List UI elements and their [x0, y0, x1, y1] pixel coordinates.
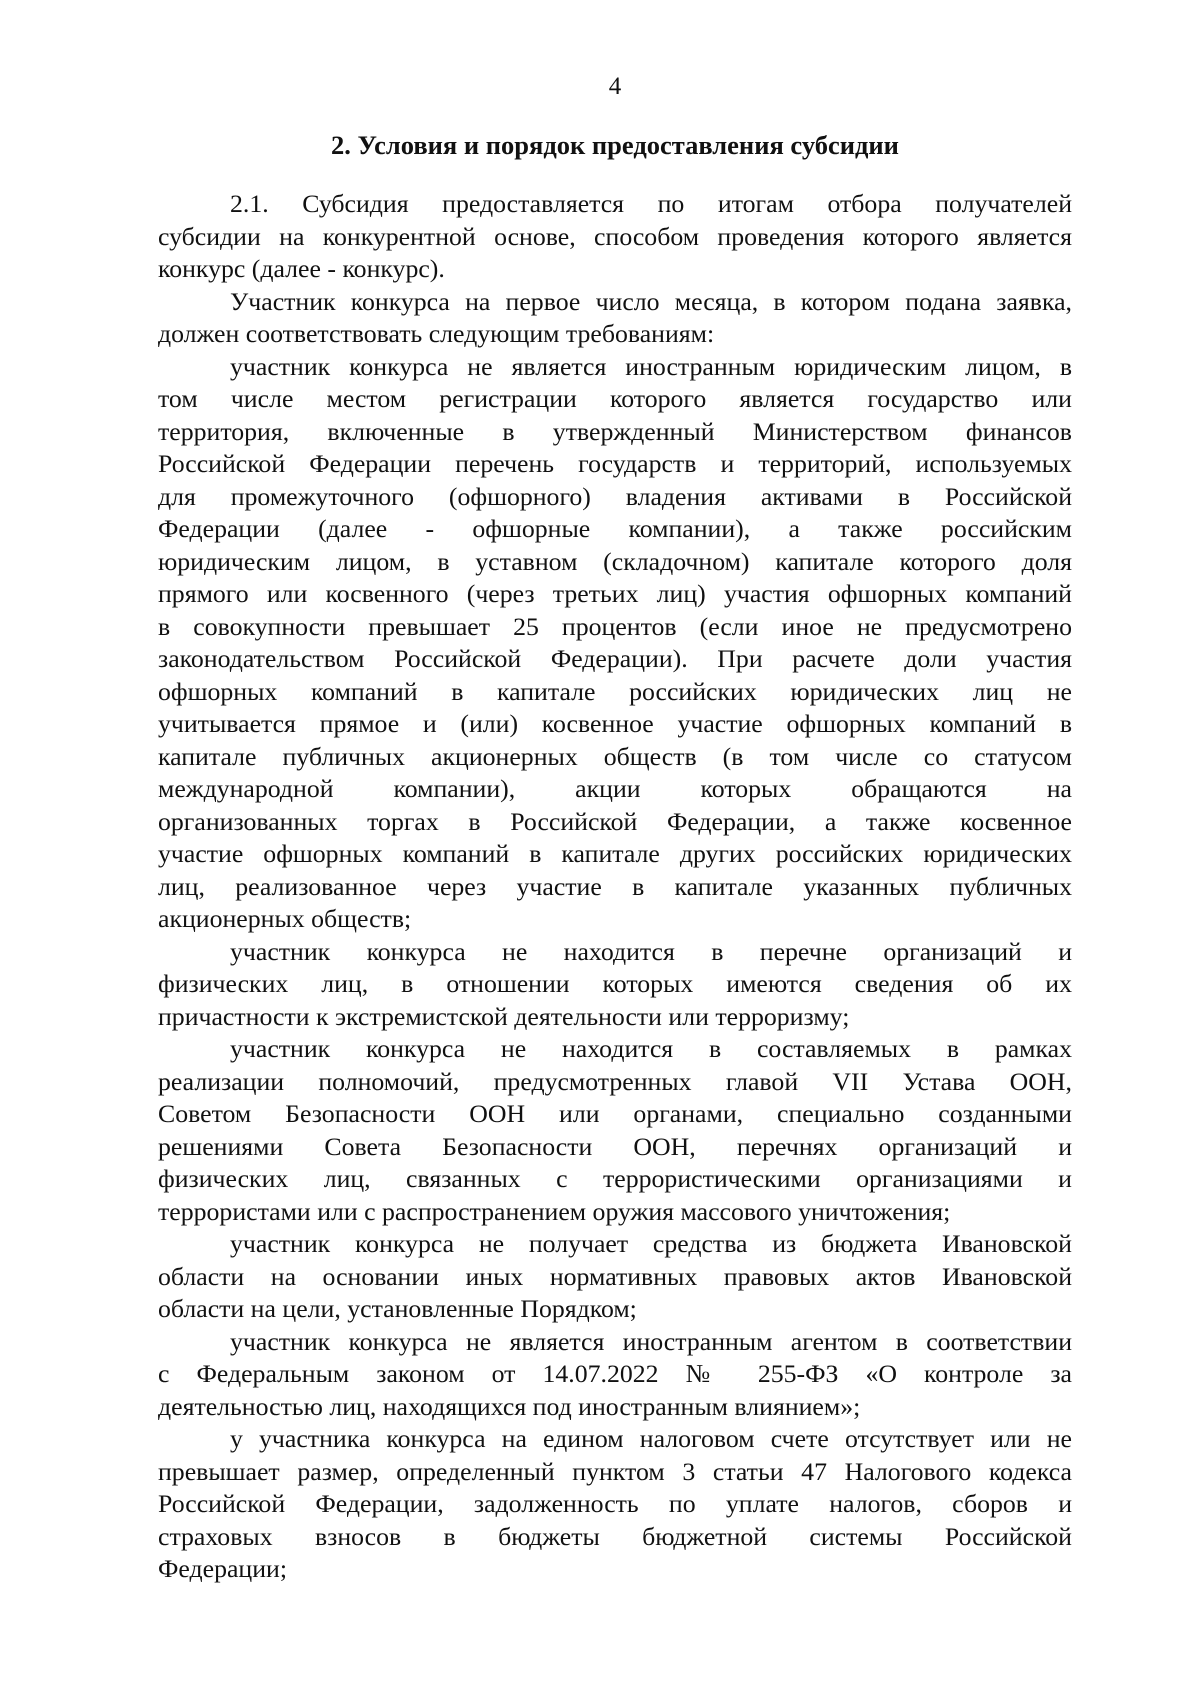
- paragraph: [158, 1423, 1072, 1586]
- paragraph: [158, 188, 1072, 286]
- paragraph-line: участник конкурса не находится в составляемых в рамках: [230, 1034, 1072, 1063]
- paragraph: [158, 286, 1072, 351]
- paragraph-line: участник конкурса не является иностранным агентом в соответствии: [230, 1326, 1072, 1356]
- paragraph-line: законодательством Российской Федерации). При расчете доли участия: [158, 644, 1072, 673]
- paragraph-line: террористами или с распространением оружия массового уничтожения;: [158, 1196, 951, 1226]
- paragraph: [158, 351, 1072, 936]
- paragraph-line: субсидии на конкурентной основе, способом проведения которого является: [158, 221, 1072, 251]
- paragraph-line: для промежуточного (офшорного) владения активами в Российской: [158, 481, 1072, 511]
- paragraph-line: территория, включенные в утвержденный Министерством финансов: [158, 416, 1072, 446]
- document-body: [158, 188, 1072, 1586]
- paragraph-line: причастности к экстремистской деятельности или терроризму;: [158, 1001, 850, 1031]
- paragraph-line: конкурс (далее - конкурс).: [158, 254, 445, 283]
- paragraph-line: физических лиц, в отношении которых имеются сведения об их: [158, 969, 1072, 998]
- paragraph: [158, 1326, 1072, 1424]
- paragraph: [158, 1033, 1072, 1228]
- paragraph-line: страховых взносов в бюджеты бюджетной системы Российской: [158, 1521, 1072, 1551]
- paragraph-line: капитале публичных акционерных обществ (в том числе со статусом: [158, 741, 1072, 771]
- paragraph-line: в совокупности превышает 25 процентов (если иное не предусмотрено: [158, 611, 1072, 641]
- paragraph-line: офшорных компаний в капитале российских юридических лиц не: [158, 676, 1072, 706]
- paragraph-line: Федерации (далее - офшорные компании), а также российским: [158, 514, 1072, 543]
- paragraph-line: деятельностью лиц, находящихся под иностранным влиянием»;: [158, 1391, 861, 1421]
- paragraph-line: акционерных обществ;: [158, 904, 412, 933]
- paragraph: [158, 1228, 1072, 1326]
- paragraph-line: Федерации;: [158, 1554, 287, 1583]
- paragraph-line: участие офшорных компаний в капитале других российских юридических: [158, 839, 1072, 868]
- paragraph-line: 2.1. Субсидия предоставляется по итогам отбора получателей: [230, 189, 1072, 218]
- paragraph-line: превышает размер, определенный пунктом 3 статьи 47 Налогового кодекса: [158, 1456, 1072, 1486]
- paragraph-line: у участника конкурса на едином налоговом счете отсутствует или не: [230, 1424, 1072, 1453]
- paragraph-line: области на цели, установленные Порядком;: [158, 1294, 637, 1323]
- paragraph-line: области на основании иных нормативных правовых актов Ивановской: [158, 1261, 1072, 1291]
- paragraph-line: участник конкурса не находится в перечне организаций и: [230, 936, 1072, 966]
- paragraph-line: участник конкурса не является иностранным юридическим лицом, в: [230, 351, 1072, 381]
- paragraph-line: реализации полномочий, предусмотренных главой VII Устава ООН,: [158, 1066, 1072, 1096]
- paragraph-line: организованных торгах в Российской Федерации, а также косвенное: [158, 806, 1072, 836]
- paragraph-line: участник конкурса не получает средства из бюджета Ивановской: [230, 1229, 1072, 1258]
- paragraph-line: с Федеральным законом от 14.07.2022 № 255-ФЗ «О контроле за: [158, 1359, 1072, 1388]
- paragraph-line: том числе местом регистрации которого является государство или: [158, 384, 1072, 413]
- paragraph-line: Российской Федерации, задолженность по уплате налогов, сборов и: [158, 1489, 1072, 1518]
- paragraph-line: прямого или косвенного (через третьих лиц) участия офшорных компаний: [158, 579, 1072, 608]
- paragraph-line: физических лиц, связанных с террористическими организациями и: [158, 1164, 1072, 1193]
- paragraph-line: международной компании), акции которых обращаются на: [158, 774, 1072, 803]
- paragraph-line: лиц, реализованное через участие в капитале указанных публичных: [158, 871, 1072, 901]
- paragraph-line: решениями Совета Безопасности ООН, перечнях организаций и: [158, 1131, 1072, 1161]
- paragraph: [158, 936, 1072, 1034]
- paragraph-line: юридическим лицом, в уставном (складочном) капитале которого доля: [158, 546, 1072, 576]
- paragraph-line: Участник конкурса на первое число месяца, в котором подана заявка,: [230, 286, 1072, 316]
- paragraph-line: должен соответствовать следующим требованиям:: [158, 319, 715, 348]
- paragraph-line: учитывается прямое и (или) косвенное участие офшорных компаний в: [158, 709, 1072, 738]
- section-heading: 2. Условия и порядок предоставления субсидии: [331, 130, 899, 160]
- page-number: 4: [608, 73, 622, 100]
- paragraph-line: Российской Федерации перечень государств и территорий, используемых: [158, 449, 1072, 478]
- paragraph-line: Советом Безопасности ООН или органами, специально созданными: [158, 1099, 1072, 1128]
